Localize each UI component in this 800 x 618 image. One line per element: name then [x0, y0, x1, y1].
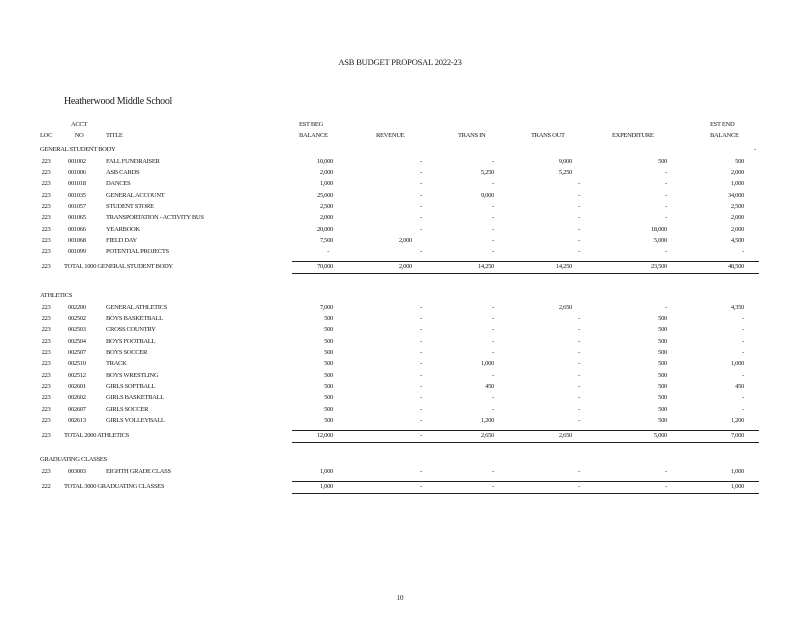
row-beg-balance: 500: [324, 382, 333, 390]
row-beg-balance: 500: [324, 371, 333, 379]
section-heading: ATHLETICS: [40, 292, 73, 299]
row-trans-in: -: [492, 248, 494, 256]
row-expenditure: -: [665, 248, 667, 256]
row-trans-out: -: [578, 225, 580, 233]
row-acct-no: 002607: [68, 405, 86, 413]
row-end-balance: -: [742, 248, 744, 256]
total-label: TOTAL 2000 ATHLETICS: [64, 432, 129, 439]
row-loc: 223: [41, 326, 51, 334]
row-trans-out: 5,250: [558, 168, 572, 176]
document-title: ASB BUDGET PROPOSAL 2022-23: [338, 57, 462, 67]
row-loc: 223: [41, 303, 51, 311]
row-trans-out: -: [578, 191, 580, 199]
row-title: GENERAL ATHLETICS: [106, 303, 168, 311]
total-trans-in: 2,650: [480, 432, 494, 439]
row-end-balance: -: [742, 337, 744, 345]
row-title: GIRLS VOLLEYBALL: [106, 417, 165, 424]
row-beg-balance: 500: [324, 326, 333, 334]
row-acct-no: 002503: [68, 326, 86, 334]
row-revenue: -: [420, 382, 422, 390]
row-trans-in: -: [492, 405, 494, 413]
row-end-balance: -: [742, 394, 744, 402]
row-trans-out: -: [578, 467, 580, 475]
row-trans-out: -: [578, 337, 580, 345]
row-end-balance: -: [742, 314, 744, 322]
total-trans-in: 14,250: [477, 263, 494, 271]
row-beg-balance: -: [327, 248, 329, 256]
row-beg-balance: 500: [324, 348, 333, 356]
row-title: DANCES: [106, 180, 131, 188]
row-end-balance: 2,000: [730, 214, 744, 222]
school-name: Heatherwood Middle School: [64, 96, 173, 107]
row-loc: 223: [41, 382, 51, 390]
row-trans-in: 1,200: [480, 417, 494, 424]
row-acct-no: 001065: [68, 214, 86, 222]
row-loc: 223: [41, 225, 51, 233]
row-expenditure: 500: [658, 405, 667, 413]
row-revenue: -: [420, 360, 422, 368]
section-heading: GENERAL STUDENT BODY: [40, 146, 116, 153]
row-trans-in: 9,000: [480, 191, 494, 199]
row-trans-in: 1,000: [480, 360, 494, 368]
header-acct-top: ACCT: [70, 121, 88, 128]
total-loc: 223: [41, 263, 51, 271]
row-revenue: -: [420, 326, 422, 334]
row-revenue: -: [420, 467, 422, 475]
row-expenditure: 500: [658, 394, 667, 402]
row-expenditure: 500: [658, 382, 667, 390]
total-beg-balance: 1,000: [319, 482, 333, 490]
row-expenditure: -: [665, 214, 667, 222]
row-revenue: -: [420, 303, 422, 311]
row-beg-balance: 500: [324, 405, 333, 413]
row-beg-balance: 10,000: [316, 157, 333, 165]
row-title: STUDENT STORE: [106, 202, 154, 210]
row-trans-out: -: [578, 248, 580, 256]
row-beg-balance: 2,000: [319, 168, 333, 176]
row-trans-out: -: [578, 314, 580, 322]
row-loc: 223: [41, 417, 51, 424]
row-trans-in: -: [492, 214, 494, 222]
row-beg-balance: 500: [324, 314, 333, 322]
row-trans-out: -: [578, 348, 580, 356]
total-end-balance: 48,500: [727, 263, 744, 271]
row-trans-out: -: [578, 417, 580, 424]
row-end-balance: 1,000: [730, 467, 744, 475]
row-loc: 223: [41, 214, 51, 222]
total-beg-balance: 12,000: [316, 432, 333, 439]
row-beg-balance: 20,000: [316, 225, 333, 233]
row-end-balance: -: [742, 371, 744, 379]
row-loc: 223: [41, 371, 51, 379]
row-trans-out: 2,650: [558, 303, 572, 311]
row-expenditure: 500: [658, 337, 667, 345]
row-title: POTENTIAL PROJECTS: [106, 248, 169, 256]
row-expenditure: 500: [658, 314, 667, 322]
row-acct-no: 001066: [68, 225, 86, 233]
row-trans-in: -: [492, 394, 494, 402]
row-loc: 223: [41, 348, 51, 356]
row-end-balance: 4,350: [730, 303, 744, 311]
page-number: 10: [396, 594, 404, 602]
row-title: ASB CARDS: [106, 168, 140, 176]
row-trans-in: -: [492, 303, 494, 311]
row-trans-in: -: [492, 337, 494, 345]
row-revenue: -: [420, 417, 422, 424]
row-expenditure: -: [665, 202, 667, 210]
row-end-balance: -: [742, 405, 744, 413]
row-end-balance: 450: [735, 382, 744, 390]
row-acct-no: 001099: [68, 248, 86, 256]
row-beg-balance: 2,000: [319, 214, 333, 222]
header-title: TITLE: [106, 132, 123, 139]
row-revenue: -: [420, 202, 422, 210]
total-expenditure: -: [665, 482, 667, 490]
total-end-balance: 1,000: [730, 482, 744, 490]
row-expenditure: -: [665, 467, 667, 475]
row-acct-no: 002510: [68, 360, 86, 368]
row-revenue: -: [420, 371, 422, 379]
row-revenue: -: [420, 394, 422, 402]
row-acct-no: 001035: [68, 191, 86, 199]
row-expenditure: 5,000: [653, 236, 667, 244]
row-end-balance: -: [742, 348, 744, 356]
row-expenditure: -: [665, 168, 667, 176]
row-trans-in: -: [492, 225, 494, 233]
row-revenue: -: [420, 225, 422, 233]
row-acct-no: 001006: [68, 168, 86, 176]
total-rule-top: [292, 481, 759, 482]
row-title: GENERAL ACCOUNT: [106, 191, 165, 199]
row-title: BOYS BASKETBALL: [106, 314, 163, 322]
row-title: BOYS WRESTLING: [106, 371, 159, 379]
row-revenue: -: [420, 248, 422, 256]
row-acct-no: 002613: [68, 417, 86, 424]
row-trans-out: -: [578, 382, 580, 390]
row-revenue: -: [420, 214, 422, 222]
total-label: TOTAL 3000 GRADUATING CLASSES: [64, 482, 165, 490]
header-end-top: EST END: [710, 121, 735, 128]
row-trans-out: -: [578, 360, 580, 368]
total-rule-top: [292, 430, 759, 431]
row-title: GIRLS BASKETBALL: [106, 394, 164, 402]
row-beg-balance: 2,500: [319, 202, 333, 210]
row-end-balance: 4,500: [730, 236, 744, 244]
row-trans-in: 5,250: [480, 168, 494, 176]
row-acct-no: 002512: [68, 371, 86, 379]
row-loc: 223: [41, 337, 51, 345]
row-trans-out: -: [578, 214, 580, 222]
row-expenditure: 500: [658, 348, 667, 356]
row-trans-out: 9,000: [558, 157, 572, 165]
row-loc: 223: [41, 314, 51, 322]
row-expenditure: 18,000: [650, 225, 667, 233]
total-trans-out: 2,650: [558, 432, 572, 439]
row-title: TRACK: [106, 360, 127, 368]
row-trans-out: -: [578, 236, 580, 244]
row-revenue: -: [420, 157, 422, 165]
row-trans-out: -: [578, 405, 580, 413]
row-trans-in: -: [492, 314, 494, 322]
row-loc: 223: [41, 394, 51, 402]
total-revenue: 2,000: [398, 263, 412, 271]
row-title: GIRLS SOFTBALL: [106, 382, 156, 390]
header-beg-top: EST BEG: [299, 121, 323, 128]
row-trans-out: -: [578, 180, 580, 188]
row-title: FALL FUNDRAISER: [106, 157, 160, 165]
row-end-balance: 1,000: [730, 180, 744, 188]
total-rule-bottom: [292, 493, 759, 494]
row-loc: 223: [41, 360, 51, 368]
row-revenue: -: [420, 405, 422, 413]
row-trans-in: 450: [485, 382, 494, 390]
row-trans-in: -: [492, 180, 494, 188]
header-end: BALANCE: [710, 132, 739, 139]
row-expenditure: 500: [658, 417, 667, 424]
row-expenditure: 500: [658, 157, 667, 165]
row-title: FIELD DAY: [106, 236, 137, 244]
row-title: CROSS COUNTRY: [106, 326, 156, 334]
total-expenditure: 23,500: [650, 263, 667, 271]
total-loc: 222: [41, 482, 51, 490]
total-trans-out: 14,250: [555, 263, 572, 271]
row-loc: 223: [41, 168, 51, 176]
total-loc: 223: [41, 432, 51, 439]
row-end-balance: -: [742, 326, 744, 334]
row-trans-in: -: [492, 348, 494, 356]
header-no: NO: [74, 132, 84, 139]
row-title: GIRLS SOCCER: [106, 405, 149, 413]
row-beg-balance: 1,000: [319, 180, 333, 188]
row-beg-balance: 7,500: [319, 236, 333, 244]
total-trans-in: -: [492, 482, 494, 490]
row-trans-in: -: [492, 157, 494, 165]
row-expenditure: -: [665, 303, 667, 311]
row-trans-in: -: [492, 236, 494, 244]
row-trans-out: -: [578, 394, 580, 402]
row-end-balance: 500: [735, 157, 744, 165]
row-trans-out: -: [578, 371, 580, 379]
row-revenue: -: [420, 180, 422, 188]
row-revenue: -: [420, 337, 422, 345]
row-expenditure: -: [665, 180, 667, 188]
total-trans-out: -: [578, 482, 580, 490]
section-heading-trail: -: [754, 146, 756, 153]
header-revenue: REVENUE: [376, 132, 405, 139]
row-loc: 223: [41, 202, 51, 210]
header-trans-out: TRANS OUT: [531, 132, 565, 139]
total-beg-balance: 70,000: [316, 263, 333, 271]
total-rule-bottom: [292, 273, 759, 274]
total-rule-top: [292, 261, 759, 262]
row-trans-in: -: [492, 467, 494, 475]
row-acct-no: 001068: [68, 236, 86, 244]
row-revenue: -: [420, 191, 422, 199]
row-beg-balance: 500: [324, 337, 333, 345]
row-acct-no: 001018: [68, 180, 86, 188]
row-title: EIGHTH GRADE CLASS: [106, 467, 171, 475]
row-acct-no: 002601: [68, 382, 86, 390]
row-acct-no: 002502: [68, 314, 86, 322]
row-acct-no: 002200: [68, 303, 86, 311]
row-title: TRANSPORTATION - ACTIVITY BUS: [106, 214, 204, 222]
row-acct-no: 001002: [68, 157, 86, 165]
row-trans-in: -: [492, 371, 494, 379]
row-acct-no: 002507: [68, 348, 86, 356]
row-beg-balance: 1,000: [319, 467, 333, 475]
row-revenue: -: [420, 168, 422, 176]
row-loc: 223: [41, 467, 51, 475]
row-beg-balance: 7,000: [319, 303, 333, 311]
row-beg-balance: 500: [324, 394, 333, 402]
row-acct-no: 003003: [68, 467, 86, 475]
row-title: BOYS SOCCER: [106, 348, 148, 356]
row-end-balance: 2,000: [730, 168, 744, 176]
row-beg-balance: 25,000: [316, 191, 333, 199]
row-loc: 223: [41, 236, 51, 244]
row-expenditure: 500: [658, 326, 667, 334]
row-acct-no: 001057: [68, 202, 86, 210]
header-expenditure: EXPENDITURE: [612, 132, 654, 139]
row-end-balance: 2,000: [730, 225, 744, 233]
row-end-balance: 2,500: [730, 202, 744, 210]
row-trans-out: -: [578, 202, 580, 210]
row-loc: 223: [41, 248, 51, 256]
row-title: BOYS FOOTBALL: [106, 337, 156, 345]
row-revenue: -: [420, 348, 422, 356]
row-trans-in: -: [492, 202, 494, 210]
row-acct-no: 002504: [68, 337, 86, 345]
row-trans-in: -: [492, 326, 494, 334]
total-revenue: -: [420, 432, 422, 439]
row-loc: 223: [41, 191, 51, 199]
row-loc: 223: [41, 180, 51, 188]
row-beg-balance: 500: [324, 417, 333, 424]
row-trans-out: -: [578, 326, 580, 334]
header-loc: LOC: [40, 132, 53, 139]
total-expenditure: 5,000: [653, 432, 667, 439]
row-acct-no: 002602: [68, 394, 86, 402]
row-expenditure: 500: [658, 371, 667, 379]
total-end-balance: 7,000: [730, 432, 744, 439]
row-end-balance: 1,200: [730, 417, 744, 424]
header-trans-in: TRANS IN: [458, 132, 486, 139]
row-loc: 223: [41, 405, 51, 413]
row-expenditure: 500: [658, 360, 667, 368]
section-heading: GRADUATING CLASSES: [40, 456, 107, 463]
row-end-balance: 34,000: [727, 191, 744, 199]
row-revenue: 2,000: [398, 236, 412, 244]
row-loc: 223: [41, 157, 51, 165]
total-label: TOTAL 1000 GENERAL STUDENT BODY: [64, 263, 173, 271]
row-expenditure: -: [665, 191, 667, 199]
row-end-balance: 1,000: [730, 360, 744, 368]
total-revenue: -: [420, 482, 422, 490]
row-revenue: -: [420, 314, 422, 322]
row-beg-balance: 500: [324, 360, 333, 368]
total-rule-bottom: [292, 442, 759, 443]
row-title: YEARBOOK: [106, 225, 140, 233]
header-beg: BALANCE: [299, 132, 328, 139]
